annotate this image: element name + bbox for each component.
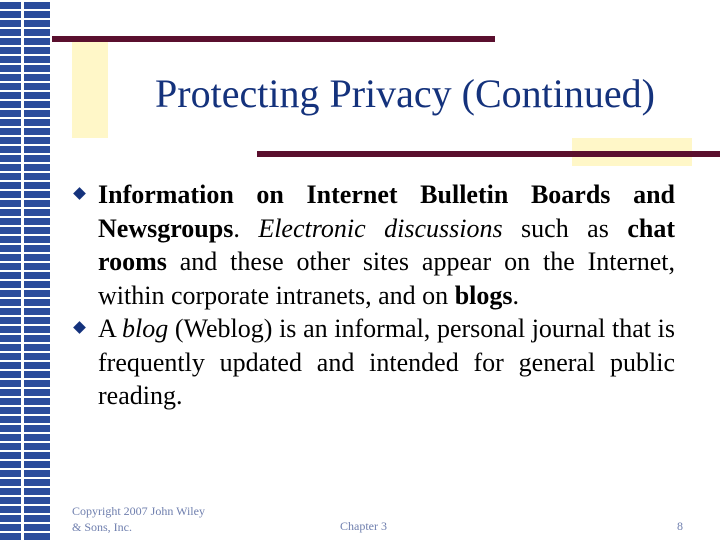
diamond-bullet-icon	[73, 187, 86, 200]
bullet-text	[98, 180, 675, 310]
text-run: such as	[502, 213, 628, 243]
italic-term: Electronic discussions	[258, 213, 503, 243]
title-rule-top	[52, 36, 495, 42]
bullet-item	[72, 312, 675, 413]
title-rule-bottom	[257, 151, 720, 157]
bullet-item	[72, 178, 675, 312]
diamond-bullet-icon	[73, 321, 86, 334]
text-run: .	[233, 213, 259, 243]
left-striped-border	[0, 0, 50, 540]
text-run: and these other sites appear on the Internet, within corporate intranets, and on	[98, 247, 675, 310]
text-run: A	[98, 314, 122, 343]
footer-chapter: Chapter 3	[340, 519, 387, 533]
bold-term: Information on Internet Bulletin Boards and Newsgroups	[98, 180, 675, 243]
text-run: (Weblog) is an informal, personal journal that is frequently updated and intended for general public reading.	[98, 314, 675, 410]
bold-term: chat rooms	[98, 213, 675, 276]
footer-page-number: 8	[677, 519, 683, 533]
bold-term: blogs	[454, 280, 513, 310]
bullet-text	[98, 314, 675, 410]
decorative-block-top	[72, 42, 108, 138]
italic-term: blog	[122, 314, 169, 343]
footer-copyright: Copyright 2007 John Wiley & Sons, Inc.	[72, 504, 205, 534]
text-run: .	[512, 280, 519, 310]
slide-title: Protecting Privacy (Continued)	[155, 71, 655, 116]
bullet-list	[72, 178, 675, 413]
